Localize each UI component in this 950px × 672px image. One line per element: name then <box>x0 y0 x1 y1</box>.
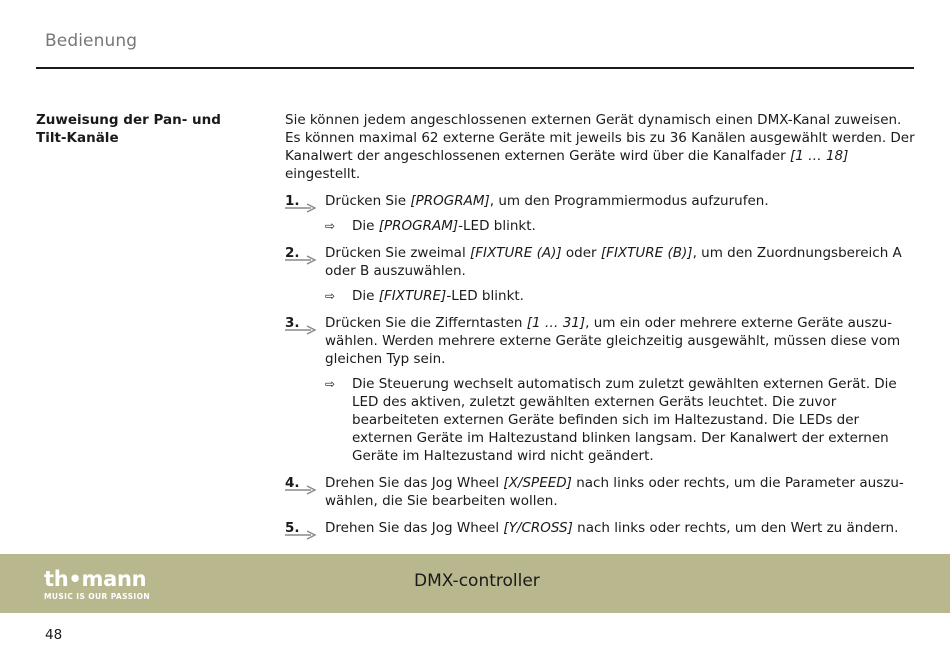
step-4 <box>285 474 915 510</box>
header-divider <box>36 67 914 69</box>
button-reference: [FIXTURE] <box>378 288 447 304</box>
step-text <box>325 474 915 510</box>
step-number-label: 3. <box>285 315 300 331</box>
instructions-body <box>285 111 915 544</box>
step-number-label: 2. <box>285 245 300 261</box>
step-1-result <box>325 217 915 235</box>
step-text-part: , um den Programmiermodus aufzurufen. <box>489 193 769 209</box>
button-reference: [FIXTURE (B)] <box>600 245 693 261</box>
step-1 <box>285 192 915 210</box>
result-text <box>352 217 915 235</box>
step-number-label: 4. <box>285 475 300 491</box>
step-number <box>285 474 325 510</box>
step-text-part: nach links oder rechts, um die Parameter auszuwählen, die Sie bearbeiten wollen. <box>325 475 904 509</box>
step-arrow-icon <box>285 325 319 335</box>
step-number <box>285 192 325 210</box>
button-reference: [PROGRAM] <box>378 218 459 234</box>
result-arrow-icon: ⇨ <box>325 219 336 233</box>
step-text-part: , um den Zuordnungsbereich A oder B auszuwählen. <box>325 245 902 279</box>
step-3-result <box>325 375 915 465</box>
step-2 <box>285 244 915 280</box>
result-arrow-icon: ⇨ <box>325 289 336 303</box>
step-text-part: , um ein oder mehrere externe Geräte auszuwählen. Werden mehrere externe Geräte gleichzeitig ausgewählt, müssen diese vom gleichen Typ sein. <box>325 315 901 367</box>
logo-tagline: MUSIC IS OUR PASSION <box>44 592 151 601</box>
step-number <box>285 314 325 368</box>
step-3 <box>285 314 915 368</box>
logo-wordmark: th•mann <box>44 567 147 591</box>
result-text <box>352 287 915 305</box>
page-section-title: Bedienung <box>45 31 138 51</box>
product-title: DMX-controller <box>414 571 540 591</box>
step-text-part: Drücken Sie die Zifferntasten <box>325 315 527 331</box>
step-arrow-icon <box>285 203 319 213</box>
step-text-part: Drehen Sie das Jog Wheel <box>325 475 504 491</box>
intro-range: [1 … 18] <box>790 148 849 164</box>
step-text-part: Drücken Sie zweimal <box>325 245 470 261</box>
intro-text-end: eingestellt. <box>285 166 361 182</box>
section-heading: Zuweisung der Pan- und Tilt-Kanäle <box>36 112 221 146</box>
step-text-part: Drehen Sie das Jog Wheel <box>325 520 504 536</box>
step-text-part: nach links oder rechts, um den Wert zu ändern. <box>572 520 899 536</box>
result-text-part: -LED blinkt. <box>458 218 536 234</box>
step-arrow-icon <box>285 530 319 540</box>
result-text-part: Die <box>352 218 379 234</box>
step-arrow-icon <box>285 255 319 265</box>
button-reference: [FIXTURE (A)] <box>469 245 562 261</box>
step-arrow-icon <box>285 485 319 495</box>
intro-text: Sie können jedem angeschlossenen externen Gerät dynamisch einen DMX-Kanal zuweisen. Es können maximal 62 externe Geräte mit jeweils bis zu 36 Kanälen ausgewählt werden. Der Kanalwert der angeschlossenen externen Geräte wird über die Kanalfader <box>285 112 915 164</box>
button-reference: [1 … 31] <box>526 315 586 331</box>
page-number: 48 <box>45 627 63 643</box>
step-text <box>325 519 915 537</box>
result-text-part: Die <box>352 288 379 304</box>
step-text-part: oder <box>561 245 601 261</box>
step-5 <box>285 519 915 537</box>
step-number <box>285 244 325 280</box>
result-text-part: -LED blinkt. <box>446 288 524 304</box>
step-text <box>325 314 915 368</box>
button-reference: [Y/CROSS] <box>503 520 573 536</box>
result-text: Die Steuerung wechselt automatisch zum zuletzt gewählten externen Gerät. Die LED des aktiven, zuletzt gewählten externen Geräts leuchtet. Die zuvor bearbeiteten externen Geräte befinden sich im Haltezustand. Die LEDs der externen Geräte im Haltezustand blinken langsam. Der Kanalwert der externen Geräte im Haltezustand wird nicht geändert. <box>352 376 897 464</box>
step-number-label: 1. <box>285 193 300 209</box>
button-reference: [X/SPEED] <box>503 475 572 491</box>
step-2-result <box>325 287 915 305</box>
step-number <box>285 519 325 537</box>
result-arrow-icon: ⇨ <box>325 377 336 391</box>
step-text-part: Drücken Sie <box>325 193 411 209</box>
step-text <box>325 192 915 210</box>
step-number-label: 5. <box>285 520 300 536</box>
intro-paragraph <box>285 111 915 183</box>
step-text <box>325 244 915 280</box>
thomann-logo <box>44 568 150 601</box>
button-reference: [PROGRAM] <box>410 193 490 209</box>
